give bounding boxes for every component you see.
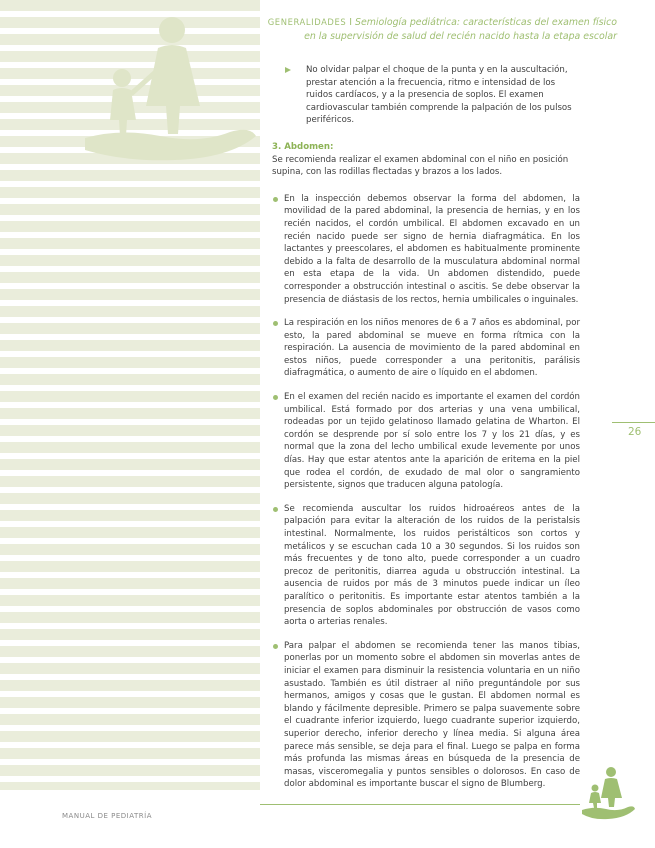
main-content (272, 64, 580, 802)
list-item-text: En el examen del recién nacido es importante el examen del cordón umbilical. Está formado por dos arterias y una vena umbilical, rodeadas por un tejido gelatinoso llamado gelatina de Wharton. El cordón se desprende por sí solo entre los 7 y los 21 días, y es normal que la zona del lecho umbilical exude levemente por unos días. Hay que estar atentos ante la aparición de eritema en la piel que rodea el cordón, de exudado de mal olor o sangramiento persistente, signos que traducen alguna patología. (284, 392, 580, 491)
list-item (272, 640, 580, 791)
family-hand-illustration (80, 8, 260, 178)
section-intro: Se recomienda realizar el examen abdominal con el niño en posición supina, con las rodillas flectadas y brazos a los lados. (272, 154, 569, 178)
bullet-icon (273, 321, 278, 326)
header-title-line2: en la supervisión de salud del recién nacido hasta la etapa escolar (304, 30, 617, 42)
bullet-icon (273, 507, 278, 512)
list-item (272, 64, 580, 127)
page-number-rule (612, 422, 655, 423)
header-section: GENERALIDADES (267, 17, 347, 27)
page-number: 26 (628, 426, 642, 438)
list-item (272, 391, 580, 492)
bullet-icon (273, 644, 278, 649)
footer-rule (260, 804, 580, 805)
list-item (272, 503, 580, 629)
list-item (272, 317, 580, 380)
footer-title: MANUAL DE PEDIATRÍA (62, 812, 152, 820)
list-item-text: No olvidar palpar el choque de la punta y en la auscultación, prestar atención a la frecuencia, ritmo e intensidad de los ruidos cardíacos, y a la presencia de soplos. El examen cardiovascular también comprende la palpación de los pulsos periféricos. (306, 65, 572, 126)
family-hand-logo (580, 764, 636, 824)
list-item-text: Se recomienda auscultar los ruidos hidroaéreos antes de la palpación para evitar la alteración de los ruidos de la peristalsis intestinal. Normalmente, los ruidos peristálticos son cortos y metálicos y se escuchan cada 10 a 30 segundos. Si los ruidos son más frecuentes y de tono alto, puede corresponder a un cuadro precoz de peritonitis, diarrea aguda u obstrucción intestinal. La ausencia de ruidos por más de 3 minutos puede indicar un íleo paralítico o peritonitis. Es importante estar atentos también a la presencia de soplos abdominales por obstrucción de vasos como aorta o arterias renales. (284, 503, 580, 628)
list-item-text: La respiración en los niños menores de 6 a 7 años es abdominal, por esto, la pared abdominal se mueve en forma rítmica con la respiración. La ausencia de movimiento de la pared abdominal en estos niños, puede corresponder a una peritonitis, parálisis diafragmática, o aumento de aire o líquido en el abdomen. (284, 318, 580, 379)
bullet-icon (273, 197, 278, 202)
list-item (272, 193, 580, 306)
section-title: 3. Abdomen: (272, 141, 334, 152)
list-item-text: En la inspección debemos observar la forma del abdomen, la movilidad de la pared abdominal, la presencia de hernias, y en los recién nacidos, el cordón umbilical. El abdomen excavado en un recién nacido puede ser signo de hernia diafragmática. En los lactantes y preescolares, el abdomen es habitualmente prominente debido a la falta de desarrollo de la musculatura abdominal normal en esta etapa de la vida. Un abdomen distendido, puede corresponder a obstrucción intestinal o ascitis. Se debe observar la presencia de diástasis de los rectos, hernia umbilicales o inguinales. (284, 193, 580, 305)
header-title-line1: Semiología pediátrica: características del examen físico (355, 17, 617, 28)
running-header (257, 16, 617, 43)
bullet-icon (273, 395, 278, 400)
header-separator: I (346, 17, 356, 28)
triangle-bullet-icon (285, 67, 291, 73)
list-item-text: Para palpar el abdomen se recomienda tener las manos tibias, ponerlas por un momento sobre el abdomen sin moverlas antes de iniciar el examen para disminuir la resistencia voluntaria en un niño asustado. También es útil distraer al niño preguntándole por sus hermanos, amigos y cosas que le gustan. El abdomen normal es blando y fácilmente depresible. Primero se palpa suavemente sobre el cuadrante inferior izquierdo, luego cuadrante superior izquierdo, superior derecho, inferior derecho y línea media. Si alguna área parece más sensible, se deja para el final. Luego se palpa en forma más profunda las mismas áreas en búsqueda de la presencia de masas, visceromegalia y puntos sensibles o dolorosos. En caso de dolor abdominal es importante buscar el signo de Blumberg. (284, 640, 580, 790)
